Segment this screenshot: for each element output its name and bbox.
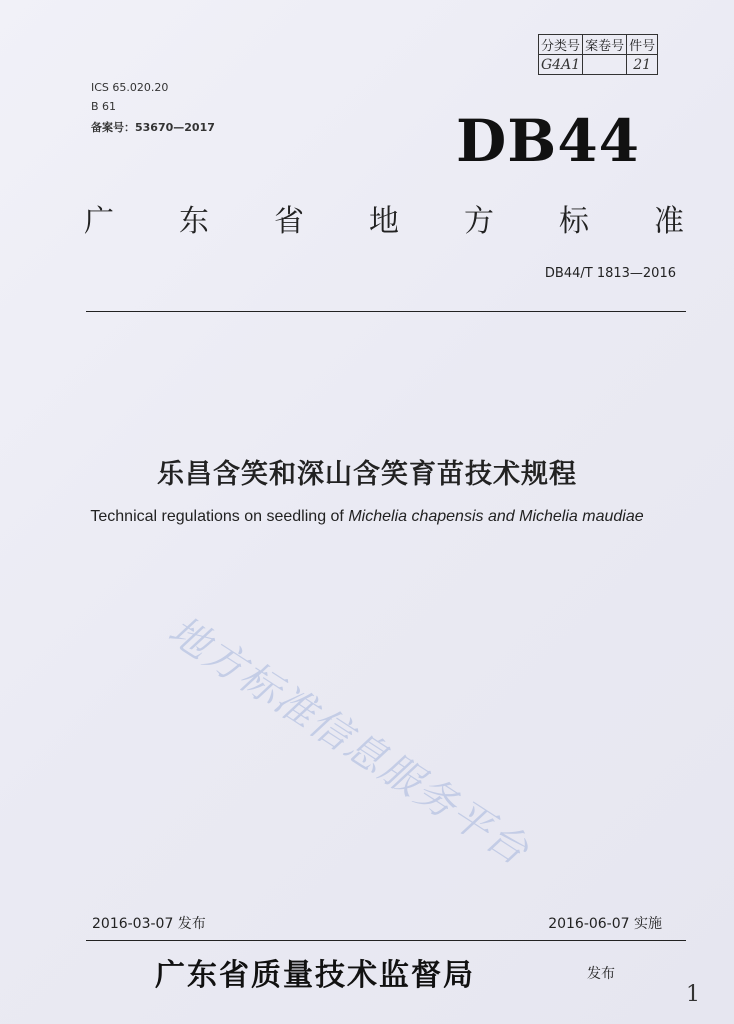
watermark: 地方标准信息服务平台 — [160, 607, 538, 875]
stamp-header-category: 分类号 — [539, 35, 583, 55]
stamp-value-item: 21 — [627, 55, 658, 75]
title-english-species-2: Michelia maudiae — [519, 508, 644, 525]
title-english-prefix: Technical regulations on seedling of — [90, 508, 349, 525]
stamp-header-item: 件号 — [627, 35, 658, 55]
standard-type-char: 地 — [369, 204, 399, 239]
archive-stamp — [538, 34, 658, 75]
record-number: 备案号：53670—2017 — [91, 121, 215, 134]
title-english-mid: and — [483, 508, 520, 525]
stamp-value-file — [583, 55, 627, 75]
stamp-header-file: 案卷号 — [583, 35, 627, 55]
standard-type-char: 东 — [179, 204, 209, 239]
stamp-value-category: G4A1 — [539, 55, 583, 75]
publish-label: 发布 — [587, 966, 615, 982]
standard-type-char: 标 — [559, 204, 589, 239]
publisher: 广东省质量技术监督局 — [155, 958, 475, 993]
standard-type-char: 广 — [84, 204, 114, 239]
db44-logo: DB44 — [456, 107, 641, 175]
bottom-divider — [86, 940, 686, 941]
ics-code: ICS 65.020.20 — [91, 81, 169, 94]
standard-type-char: 方 — [464, 204, 494, 239]
standard-type-char: 准 — [654, 204, 684, 239]
page-number: 1 — [686, 982, 700, 1007]
standard-type — [84, 196, 684, 240]
title-english-species-1: Michelia chapensis — [348, 508, 484, 525]
title-chinese: 乐昌含笑和深山含笑育苗技术规程 — [157, 459, 577, 490]
implement-date: 2016-06-07 实施 — [548, 916, 662, 932]
standard-number: DB44/T 1813—2016 — [544, 266, 676, 281]
issue-date: 2016-03-07 发布 — [92, 916, 206, 932]
title-english — [0, 508, 734, 526]
ccs-code: B 61 — [91, 100, 117, 113]
standard-type-char: 省 — [274, 204, 304, 239]
top-divider — [86, 311, 686, 312]
